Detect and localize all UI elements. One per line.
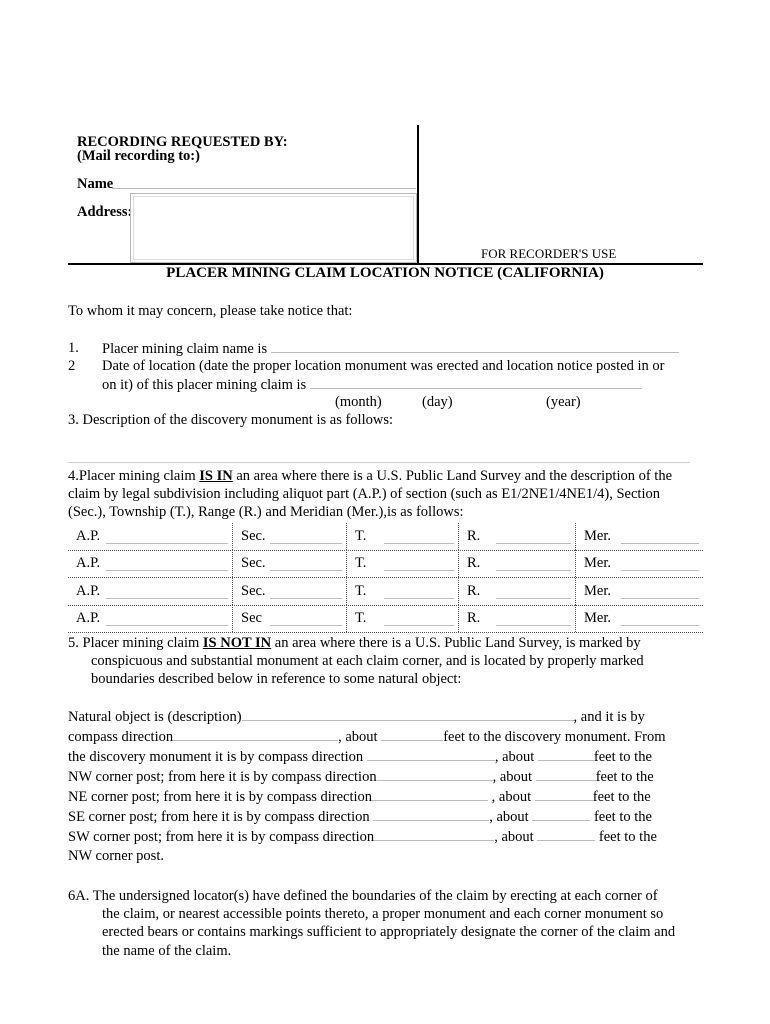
direction-field[interactable]: [367, 747, 495, 761]
township-label: T.: [355, 609, 367, 626]
is-in-emphasis: IS IN: [199, 468, 233, 484]
recorder-use-label: FOR RECORDER'S USE: [481, 246, 617, 261]
natural-text: NW corner post.: [68, 848, 164, 864]
page-title: PLACER MINING CLAIM LOCATION NOTICE (CALIFORNIA): [166, 265, 604, 281]
direction-field[interactable]: [372, 787, 488, 801]
township-field[interactable]: [384, 585, 454, 599]
direction-field[interactable]: [173, 727, 338, 741]
item4-text: 4.Placer mining claim: [68, 468, 200, 484]
month-label: (month): [335, 394, 382, 410]
direction-field[interactable]: [373, 807, 489, 821]
natural-text: , about: [491, 789, 532, 805]
item4-text: an area where there is a U.S. Public Land Survey and the description of the: [232, 468, 673, 484]
natural-text: compass direction: [68, 729, 174, 745]
direction-field[interactable]: [374, 827, 494, 841]
cell-township: [346, 605, 458, 632]
item6a-text: 6A. The undersigned locator(s) have defined the boundaries of the claim by erecting at each corner of: [68, 888, 658, 904]
item5-text: conspicuous and substantial monument at each claim corner, and is located by properly marked: [91, 653, 644, 669]
cell-meridian: [575, 605, 703, 632]
item2-text: Date of location (date the proper location monument was erected and location notice posted in or: [102, 358, 665, 374]
natural-text: feet to the: [593, 749, 652, 765]
divider-vertical: [417, 125, 419, 264]
item5-text: an area where there is a U.S. Public Land Survey, is marked by: [271, 635, 641, 651]
ap-field[interactable]: [106, 585, 228, 599]
ap-label: A.P.: [76, 528, 101, 544]
address-field[interactable]: [130, 193, 417, 263]
natural-text: , about: [489, 809, 529, 825]
meridian-label: Mer.: [584, 555, 611, 572]
direction-field[interactable]: [377, 767, 493, 781]
cell-meridian: [575, 578, 703, 605]
item6a-text: erected bears or contains markings sufficient to appropriately designate the corner of the claim and: [102, 924, 676, 940]
ap-label: A.P.: [76, 555, 101, 572]
cell-ap: [68, 550, 232, 577]
township-label: T.: [355, 582, 367, 599]
cell-ap: [68, 523, 232, 550]
natural-text: the discovery monument it is by compass direction: [68, 749, 364, 765]
sec-field[interactable]: [270, 612, 342, 626]
cell-township: [346, 550, 458, 577]
range-field[interactable]: [496, 530, 571, 544]
claim-name-field[interactable]: [271, 339, 679, 353]
meridian-label: Mer.: [584, 528, 611, 544]
natural-text: Natural object is (description): [68, 709, 242, 725]
cell-township: [346, 578, 458, 605]
range-label: R.: [467, 555, 481, 572]
township-field[interactable]: [384, 557, 454, 571]
address-label: Address:: [77, 204, 133, 220]
natural-text: , about: [492, 769, 533, 785]
cell-meridian: [575, 550, 703, 577]
cell-meridian: [575, 523, 703, 550]
meridian-label: Mer.: [584, 609, 611, 626]
table-row: [68, 605, 703, 633]
day-label: (day): [422, 394, 453, 410]
cell-sec: [232, 605, 346, 632]
natural-text: NW corner post; from here it is by compass direction: [68, 769, 377, 785]
feet-field[interactable]: [532, 807, 590, 821]
cell-range: [458, 550, 575, 577]
natural-text: , about: [338, 729, 378, 745]
item2-line2: [102, 375, 642, 394]
ap-label: A.P.: [76, 582, 101, 599]
natural-text: , about: [494, 829, 534, 845]
item1: [102, 339, 679, 358]
range-field[interactable]: [496, 557, 571, 571]
item1-text: Placer mining claim name is: [102, 341, 268, 357]
cell-range: [458, 605, 575, 632]
meridian-field[interactable]: [621, 612, 699, 626]
location-date-field[interactable]: [310, 375, 642, 389]
natural-text: feet to the: [595, 769, 654, 785]
cell-ap: [68, 605, 232, 632]
township-field[interactable]: [384, 612, 454, 626]
cell-sec: [232, 550, 346, 577]
name-field[interactable]: [112, 188, 416, 189]
feet-field[interactable]: [535, 787, 593, 801]
feet-field[interactable]: [536, 767, 596, 781]
feet-field[interactable]: [381, 727, 443, 741]
sec-label: Sec.: [241, 528, 266, 544]
natural-text: NE corner post; from here it is by compass direction: [68, 789, 373, 805]
meridian-field[interactable]: [621, 530, 699, 544]
feet-field[interactable]: [538, 747, 594, 761]
meridian-field[interactable]: [621, 585, 699, 599]
item-number: 2: [68, 358, 76, 374]
cell-range: [458, 523, 575, 550]
item5-line1: [68, 634, 641, 652]
township-label: T.: [355, 528, 367, 544]
table-row: [68, 550, 703, 578]
discovery-monument-field[interactable]: [68, 462, 690, 463]
range-label: R.: [467, 609, 481, 626]
mail-to-label: (Mail recording to:): [77, 148, 200, 164]
natural-text: SW corner post; from here it is by compass direction: [68, 829, 375, 845]
item2-text: on it) of this placer mining claim is: [102, 377, 307, 393]
natural-text: , and it is by: [573, 709, 645, 725]
natural-text: feet to the: [598, 829, 657, 845]
item4-text: claim by legal subdivision including aliquot part (A.P.) of section (such as E1/2NE1/4NE1/4), Section: [68, 486, 660, 502]
township-field[interactable]: [384, 530, 454, 544]
natural-text: , about: [494, 749, 535, 765]
range-field[interactable]: [496, 612, 571, 626]
cell-sec: [232, 523, 346, 550]
cell-ap: [68, 578, 232, 605]
ap-field[interactable]: [106, 612, 228, 626]
range-label: R.: [467, 528, 481, 544]
natural-text: SE corner post; from here it is by compass direction: [68, 809, 370, 825]
item-number: 1.: [68, 340, 79, 356]
natural-text: feet to the discovery monument. From: [443, 729, 666, 745]
intro-text: To whom it may concern, please take notice that:: [68, 303, 353, 319]
meridian-field[interactable]: [621, 557, 699, 571]
range-label: R.: [467, 582, 481, 599]
cell-township: [346, 523, 458, 550]
meridian-label: Mer.: [584, 582, 611, 599]
item4-line1: [68, 467, 672, 485]
natural-object-field[interactable]: [242, 707, 574, 721]
natural-text: feet to the: [593, 809, 652, 825]
sec-label: Sec.: [241, 555, 266, 572]
sec-field[interactable]: [270, 530, 342, 544]
township-label: T.: [355, 555, 367, 572]
item5-text: boundaries described below in reference to some natural object:: [91, 671, 462, 687]
name-label: Name: [77, 176, 114, 192]
feet-field[interactable]: [537, 827, 595, 841]
table-row: [68, 523, 703, 551]
cell-sec: [232, 578, 346, 605]
item6a-text: the name of the claim.: [102, 943, 232, 959]
cell-range: [458, 578, 575, 605]
ap-field[interactable]: [106, 557, 228, 571]
item6a-text: the claim, or nearest accessible points thereto, a proper monument and each corner monument so: [102, 906, 664, 922]
item3-text: 3. Description of the discovery monument is as follows:: [68, 412, 393, 428]
sec-label: Sec: [241, 609, 262, 626]
item4-text: (Sec.), Township (T.), Range (R.) and Meridian (Mer.),is as follows:: [68, 504, 464, 520]
item5-text: 5. Placer mining claim: [68, 635, 203, 651]
sec-field[interactable]: [270, 585, 342, 599]
recording-requested-label: RECORDING REQUESTED BY:: [77, 134, 288, 150]
table-row: [68, 578, 703, 606]
ap-field[interactable]: [106, 530, 228, 544]
year-label: (year): [546, 394, 581, 410]
is-not-in-emphasis: IS NOT IN: [202, 635, 272, 651]
sec-field[interactable]: [270, 557, 342, 571]
ap-label: A.P.: [76, 609, 101, 626]
natural-text: feet to the: [592, 789, 651, 805]
range-field[interactable]: [496, 585, 571, 599]
sec-label: Sec.: [241, 582, 266, 599]
